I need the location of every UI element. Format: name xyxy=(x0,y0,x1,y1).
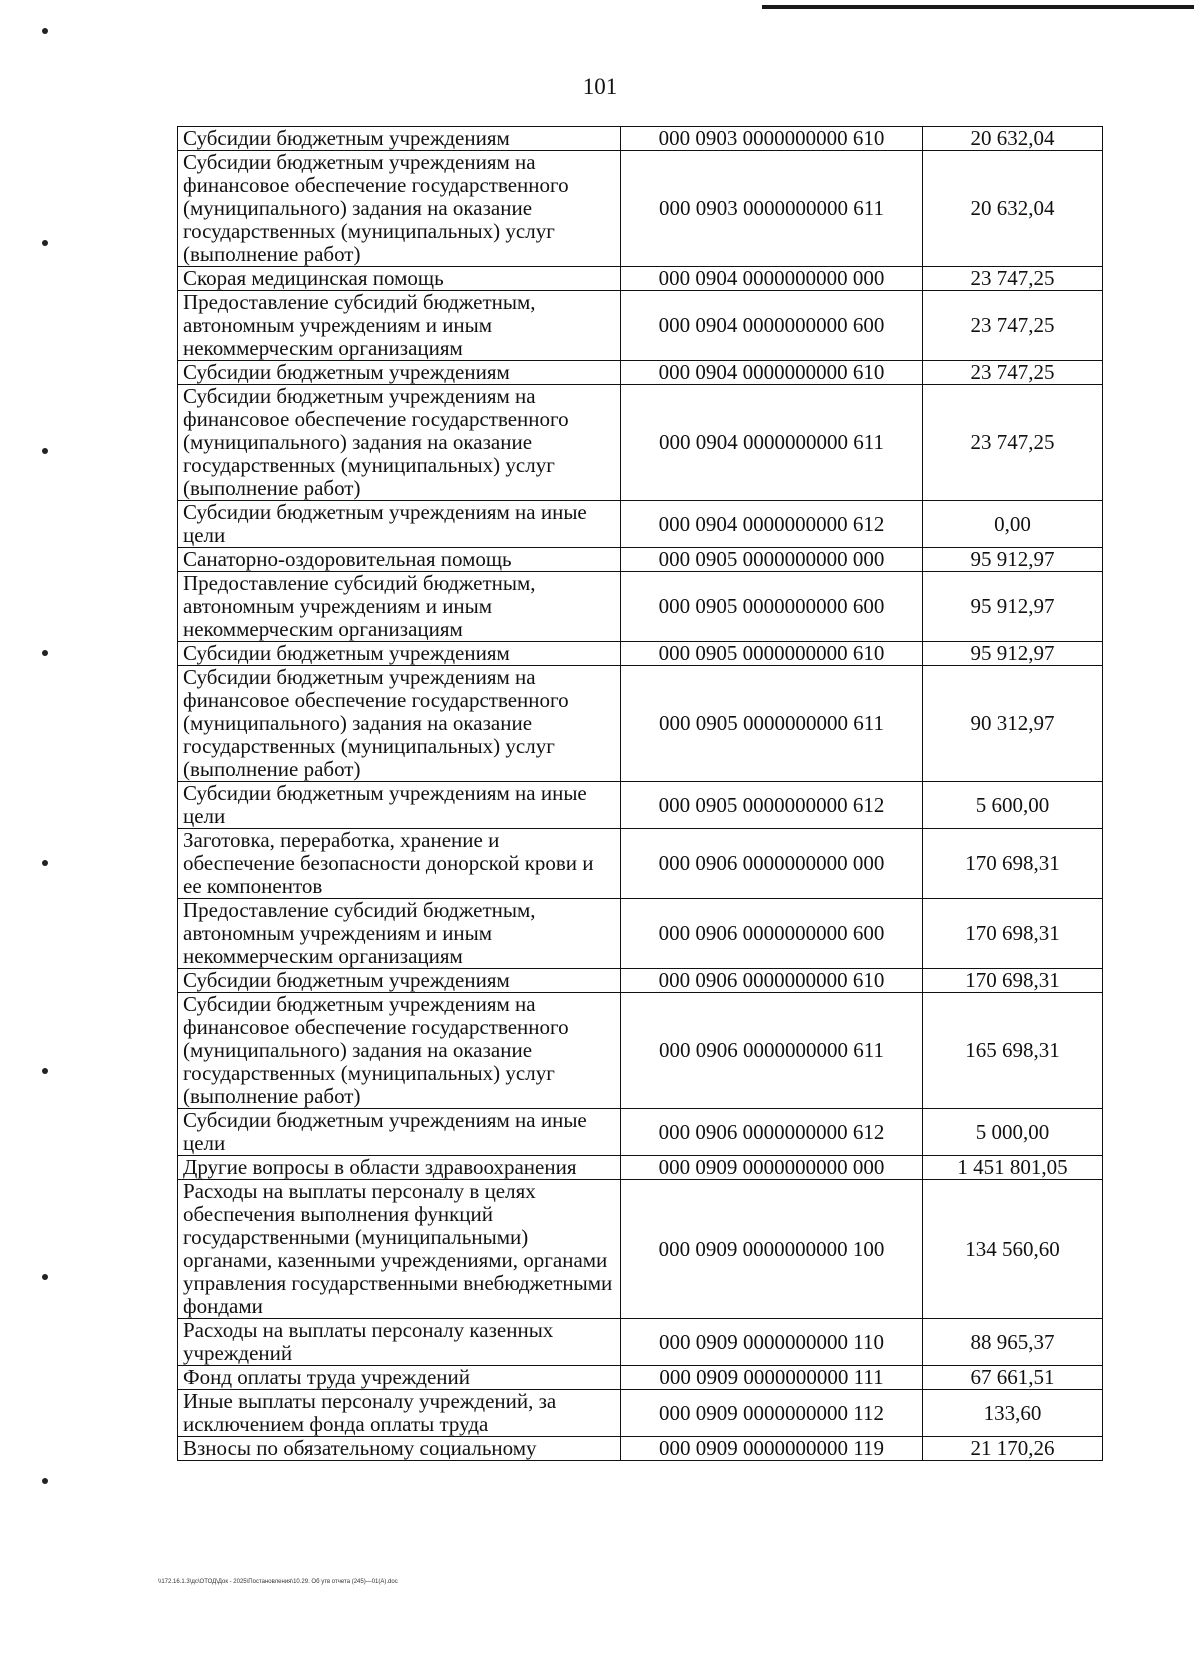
row-code-cell: 000 0906 0000000000 610 xyxy=(621,969,923,993)
row-name-cell: Фонд оплаты труда учреждений xyxy=(178,1366,621,1390)
budget-table-body xyxy=(178,127,1103,1461)
row-sum-cell: 0,00 xyxy=(923,501,1103,548)
table-row xyxy=(178,361,1103,385)
table-row xyxy=(178,501,1103,548)
row-sum-cell: 21 170,26 xyxy=(923,1437,1103,1461)
row-sum-cell: 23 747,25 xyxy=(923,361,1103,385)
document-file-path: \\172.16.1.3\дс\ОТОД\Док - 2025\Постановления\10.29. Об утв отчета (245)—01(А).doc xyxy=(158,1579,398,1585)
row-name-cell: Субсидии бюджетным учреждениям на иные цели xyxy=(178,1109,621,1156)
row-name-cell: Субсидии бюджетным учреждениям xyxy=(178,361,621,385)
row-code-cell: 000 0905 0000000000 610 xyxy=(621,642,923,666)
row-sum-cell: 170 698,31 xyxy=(923,829,1103,899)
scan-punch-mark xyxy=(42,1478,48,1484)
row-name-cell: Предоставление субсидий бюджетным, автономным учреждениям и иным некоммерческим организациям xyxy=(178,572,621,642)
row-name-cell: Субсидии бюджетным учреждениям на финансовое обеспечение государственного (муниципального) задания на оказание государственных (муниципальных) услуг (выполнение работ) xyxy=(178,666,621,782)
row-sum-cell: 5 000,00 xyxy=(923,1109,1103,1156)
row-code-cell: 000 0904 0000000000 611 xyxy=(621,385,923,501)
row-sum-cell: 20 632,04 xyxy=(923,127,1103,151)
row-code-cell: 000 0903 0000000000 610 xyxy=(621,127,923,151)
row-name-cell: Иные выплаты персоналу учреждений, за исключением фонда оплаты труда xyxy=(178,1390,621,1437)
table-row xyxy=(178,1319,1103,1366)
row-code-cell: 000 0904 0000000000 612 xyxy=(621,501,923,548)
row-sum-cell: 23 747,25 xyxy=(923,291,1103,361)
row-sum-cell: 1 451 801,05 xyxy=(923,1156,1103,1180)
row-name-cell: Субсидии бюджетным учреждениям на иные цели xyxy=(178,501,621,548)
row-code-cell: 000 0909 0000000000 000 xyxy=(621,1156,923,1180)
row-sum-cell: 23 747,25 xyxy=(923,267,1103,291)
row-name-cell: Взносы по обязательному социальному xyxy=(178,1437,621,1461)
row-code-cell: 000 0904 0000000000 600 xyxy=(621,291,923,361)
row-code-cell: 000 0906 0000000000 000 xyxy=(621,829,923,899)
row-name-cell: Субсидии бюджетным учреждениям на финансовое обеспечение государственного (муниципального) задания на оказание государственных (муниципальных) услуг (выполнение работ) xyxy=(178,993,621,1109)
table-row xyxy=(178,291,1103,361)
table-row xyxy=(178,1109,1103,1156)
table-row xyxy=(178,267,1103,291)
table-row xyxy=(178,572,1103,642)
row-sum-cell: 23 747,25 xyxy=(923,385,1103,501)
page-number: 101 xyxy=(582,74,618,99)
scan-punch-mark xyxy=(42,860,48,866)
row-name-cell: Субсидии бюджетным учреждениям на иные цели xyxy=(178,782,621,829)
row-code-cell: 000 0909 0000000000 111 xyxy=(621,1366,923,1390)
row-name-cell: Расходы на выплаты персоналу в целях обеспечения выполнения функций государственными (муниципальными) органами, казенными учреждениями, органами управления государственными внебюджетными фондами xyxy=(178,1180,621,1319)
row-sum-cell: 67 661,51 xyxy=(923,1366,1103,1390)
table-row xyxy=(178,1180,1103,1319)
row-name-cell: Расходы на выплаты персоналу казенных учреждений xyxy=(178,1319,621,1366)
row-name-cell: Субсидии бюджетным учреждениям xyxy=(178,127,621,151)
table-row xyxy=(178,642,1103,666)
row-name-cell: Заготовка, переработка, хранение и обеспечение безопасности донорской крови и ее компонентов xyxy=(178,829,621,899)
row-code-cell: 000 0904 0000000000 000 xyxy=(621,267,923,291)
row-name-cell: Другие вопросы в области здравоохранения xyxy=(178,1156,621,1180)
row-sum-cell: 170 698,31 xyxy=(923,969,1103,993)
scan-punch-mark xyxy=(42,28,48,34)
table-row xyxy=(178,127,1103,151)
table-row xyxy=(178,1437,1103,1461)
table-row xyxy=(178,1156,1103,1180)
row-code-cell: 000 0909 0000000000 119 xyxy=(621,1437,923,1461)
table-row xyxy=(178,829,1103,899)
table-row xyxy=(178,993,1103,1109)
scan-punch-mark xyxy=(42,650,48,656)
row-sum-cell: 165 698,31 xyxy=(923,993,1103,1109)
scan-punch-mark xyxy=(42,1068,48,1074)
row-name-cell: Предоставление субсидий бюджетным, автономным учреждениям и иным некоммерческим организациям xyxy=(178,899,621,969)
table-row xyxy=(178,385,1103,501)
table-row xyxy=(178,548,1103,572)
row-sum-cell: 95 912,97 xyxy=(923,572,1103,642)
scan-punch-mark xyxy=(42,448,48,454)
row-code-cell: 000 0909 0000000000 110 xyxy=(621,1319,923,1366)
row-name-cell: Субсидии бюджетным учреждениям на финансовое обеспечение государственного (муниципального) задания на оказание государственных (муниципальных) услуг (выполнение работ) xyxy=(178,151,621,267)
row-sum-cell: 95 912,97 xyxy=(923,548,1103,572)
table-row xyxy=(178,969,1103,993)
row-code-cell: 000 0906 0000000000 600 xyxy=(621,899,923,969)
row-code-cell: 000 0906 0000000000 611 xyxy=(621,993,923,1109)
table-row xyxy=(178,1390,1103,1437)
row-sum-cell: 5 600,00 xyxy=(923,782,1103,829)
row-code-cell: 000 0906 0000000000 612 xyxy=(621,1109,923,1156)
row-code-cell: 000 0909 0000000000 100 xyxy=(621,1180,923,1319)
row-name-cell: Скорая медицинская помощь xyxy=(178,267,621,291)
row-sum-cell: 170 698,31 xyxy=(923,899,1103,969)
row-sum-cell: 95 912,97 xyxy=(923,642,1103,666)
row-name-cell: Субсидии бюджетным учреждениям на финансовое обеспечение государственного (муниципального) задания на оказание государственных (муниципальных) услуг (выполнение работ) xyxy=(178,385,621,501)
row-code-cell: 000 0904 0000000000 610 xyxy=(621,361,923,385)
row-sum-cell: 88 965,37 xyxy=(923,1319,1103,1366)
row-code-cell: 000 0905 0000000000 600 xyxy=(621,572,923,642)
table-row xyxy=(178,151,1103,267)
row-name-cell: Субсидии бюджетным учреждениям xyxy=(178,969,621,993)
row-sum-cell: 134 560,60 xyxy=(923,1180,1103,1319)
top-rule xyxy=(762,5,1194,9)
scan-punch-mark xyxy=(42,1274,48,1280)
row-code-cell: 000 0909 0000000000 112 xyxy=(621,1390,923,1437)
row-name-cell: Субсидии бюджетным учреждениям xyxy=(178,642,621,666)
row-sum-cell: 133,60 xyxy=(923,1390,1103,1437)
row-sum-cell: 20 632,04 xyxy=(923,151,1103,267)
row-sum-cell: 90 312,97 xyxy=(923,666,1103,782)
budget-table xyxy=(177,126,1103,1461)
row-code-cell: 000 0905 0000000000 611 xyxy=(621,666,923,782)
row-code-cell: 000 0905 0000000000 612 xyxy=(621,782,923,829)
row-name-cell: Предоставление субсидий бюджетным, автономным учреждениям и иным некоммерческим организациям xyxy=(178,291,621,361)
table-row xyxy=(178,1366,1103,1390)
row-code-cell: 000 0903 0000000000 611 xyxy=(621,151,923,267)
table-row xyxy=(178,899,1103,969)
scan-punch-mark xyxy=(42,240,48,246)
table-row xyxy=(178,782,1103,829)
row-name-cell: Санаторно-оздоровительная помощь xyxy=(178,548,621,572)
row-code-cell: 000 0905 0000000000 000 xyxy=(621,548,923,572)
table-row xyxy=(178,666,1103,782)
